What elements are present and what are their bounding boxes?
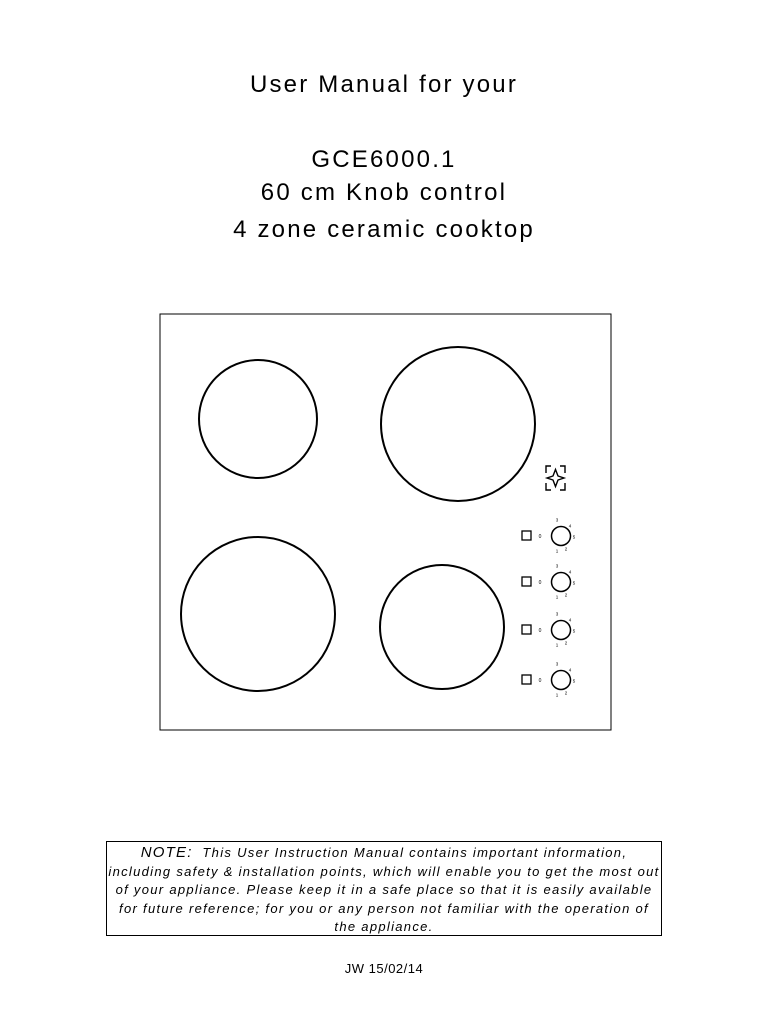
manual-heading: User Manual for your: [249, 71, 519, 98]
knob-scale-mark: 3: [555, 661, 559, 667]
note-label: NOTE:: [140, 844, 193, 861]
cooking-zone-front-right: [380, 565, 504, 689]
knob-scale-mark: 5: [572, 678, 576, 684]
knob-zero-label: 0: [538, 678, 542, 684]
knob-row-4: [522, 662, 576, 698]
knob-zero-label: 0: [538, 534, 542, 540]
cooking-zone-rear-left: [181, 537, 335, 691]
knob-scale-mark: 2: [564, 592, 568, 598]
knob-scale-mark: 3: [555, 517, 559, 523]
knob-scale-mark: 3: [555, 611, 559, 617]
cooking-zone-rear-right: [381, 347, 535, 501]
hot-surface-symbol-icon: [546, 466, 565, 490]
knob-scale-mark: 1: [555, 548, 559, 554]
zone-indicator-icon: [522, 531, 531, 540]
note-box: [106, 841, 662, 936]
model-description-size: 60 cm Knob control: [260, 179, 508, 206]
knob-zero-label: 0: [538, 628, 542, 634]
knob-scale-mark: 4: [568, 523, 572, 529]
knob-scale-mark: 2: [564, 690, 568, 696]
knob-scale-mark: 1: [555, 594, 559, 600]
knob-scale-mark: 5: [572, 580, 576, 586]
knob-scale-mark: 4: [568, 569, 572, 575]
knob-scale-mark: 2: [564, 546, 568, 552]
knob-scale-mark: 3: [555, 563, 559, 569]
knob-scale-mark: 4: [568, 667, 572, 673]
knob-zero-label: 0: [538, 580, 542, 586]
control-knob-icon: [552, 527, 571, 546]
control-knob-icon: [552, 671, 571, 690]
cooktop-outline: [160, 314, 611, 730]
knob-row-2: [522, 564, 576, 600]
knob-scale-mark: 4: [568, 617, 572, 623]
control-knob-icon: [552, 621, 571, 640]
knob-row-1: [522, 518, 576, 554]
knob-row-3: [522, 612, 576, 648]
model-description-type: 4 zone ceramic cooktop: [233, 216, 535, 243]
zone-indicator-icon: [522, 577, 531, 586]
cooking-zone-front-left: [199, 360, 317, 478]
model-number: GCE6000.1: [311, 146, 457, 173]
knob-scale-mark: 1: [555, 642, 559, 648]
note-text: This User Instruction Manual contains important information, including safety & installation points, which will enable you to get the most out of your appliance. Please keep it in a safe place so that it is easily available for future reference; for you or any person not familiar with the operation of the appliance.: [108, 845, 660, 934]
knob-scale-mark: 5: [572, 534, 576, 540]
control-knob-icon: [552, 573, 571, 592]
zone-indicator-icon: [522, 625, 531, 634]
knob-scale-mark: 2: [564, 640, 568, 646]
knob-scale-mark: 5: [572, 628, 576, 634]
zone-indicator-icon: [522, 675, 531, 684]
document-reference: JW 15/02/14: [344, 961, 424, 976]
knob-scale-mark: 1: [555, 692, 559, 698]
